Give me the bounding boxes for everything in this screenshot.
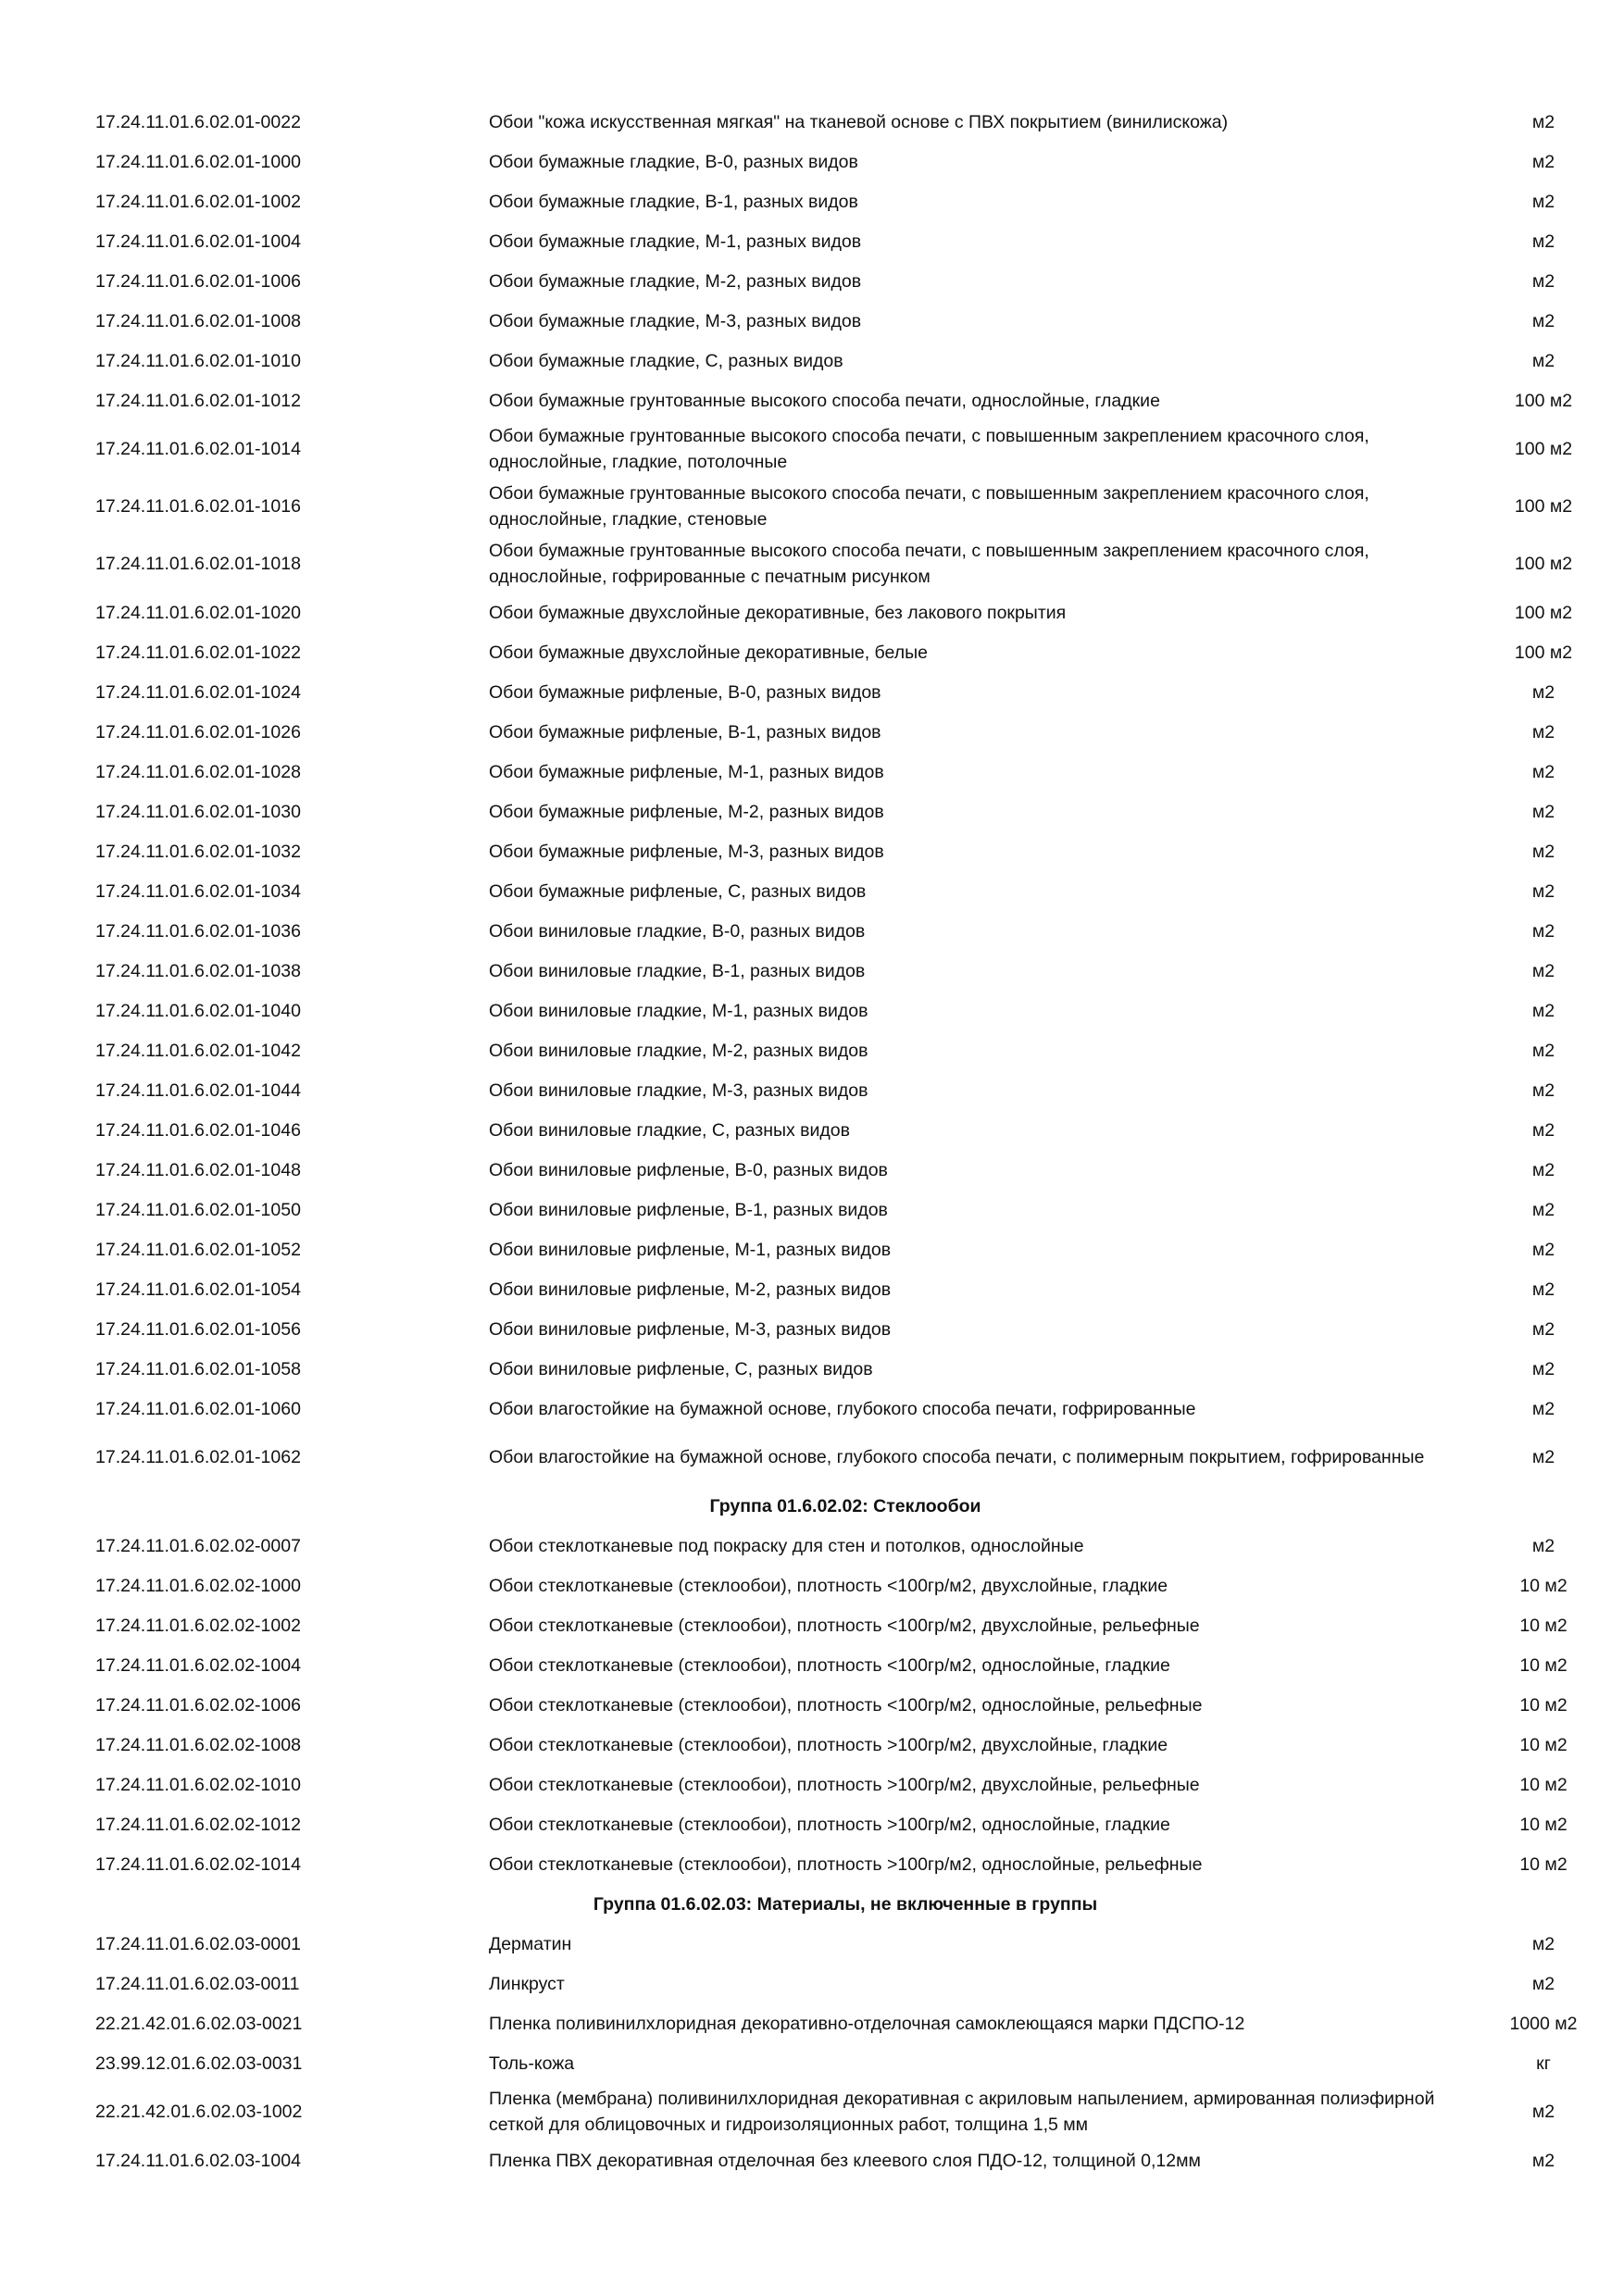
resource-name: Обои виниловые рифленые, М-2, разных видов (489, 1279, 892, 1300)
table-row (95, 1526, 1595, 1566)
unit-of-measure: м2 (1531, 801, 1555, 822)
resource-name: Обои виниловые гладкие, В-0, разных видов (489, 920, 866, 942)
unit-of-measure: 10 м2 (1519, 1774, 1568, 1795)
table-row (95, 1964, 1595, 2003)
unit-of-measure: м2 (1531, 1318, 1555, 1340)
resource-code: 17.24.11.01.6.02.01-1026 (95, 721, 301, 742)
unit-of-measure: м2 (1531, 1000, 1555, 1021)
resource-code: 17.24.11.01.6.02.01-1048 (95, 1159, 301, 1180)
resource-name: Обои бумажные двухслойные декоративные, белые (489, 642, 928, 663)
resource-code: 17.24.11.01.6.02.01-1054 (95, 1279, 301, 1300)
resource-name: Линкруст (489, 1973, 565, 1994)
table-row (95, 261, 1595, 301)
resource-name: Обои влагостойкие на бумажной основе, глубокого способа печати, гофрированные (489, 1398, 1196, 1419)
table-row (95, 1070, 1595, 1110)
unit-of-measure: 100 м2 (1514, 602, 1573, 623)
unit-of-measure: 100 м2 (1514, 554, 1573, 574)
resource-name: Обои стеклотканевые (стеклообои), плотность >100гр/м2, однослойные, рельефные (489, 1853, 1203, 1875)
table-row (95, 102, 1595, 142)
resource-name: Обои виниловые гладкие, С, разных видов (489, 1119, 850, 1141)
resource-code: 17.24.11.01.6.02.01-1034 (95, 880, 301, 902)
resource-code: 17.24.11.01.6.02.02-1002 (95, 1615, 301, 1636)
resource-name: Обои бумажные гладкие, В-0, разных видов (489, 151, 858, 172)
table-row (95, 951, 1595, 991)
resource-name: Обои виниловые гладкие, М-1, разных видов (489, 1000, 868, 1021)
resource-code: 17.24.11.01.6.02.01-1036 (95, 920, 301, 942)
resource-name: Обои бумажные рифленые, В-0, разных видов (489, 681, 881, 703)
unit-of-measure: м2 (1531, 1279, 1555, 1300)
table-row (95, 1605, 1595, 1645)
resource-name: Обои бумажные грунтованные высокого способа печати, однослойные, гладкие (489, 390, 1160, 411)
unit-of-measure: м2 (1531, 310, 1555, 331)
resource-name: Обои виниловые рифленые, В-0, разных видов (489, 1159, 888, 1180)
unit-of-measure: м2 (1531, 231, 1555, 252)
unit-of-measure: 10 м2 (1519, 1615, 1568, 1636)
unit-of-measure: 10 м2 (1519, 1853, 1568, 1875)
unit-of-measure: 100 м2 (1514, 496, 1573, 517)
table-row (95, 301, 1595, 341)
resource-code: 17.24.11.01.6.02.01-1010 (95, 350, 301, 371)
table-row (95, 181, 1595, 221)
resource-name: Обои стеклотканевые (стеклообои), плотность >100гр/м2, двухслойные, гладкие (489, 1734, 1168, 1755)
resource-code: 17.24.11.01.6.02.01-1012 (95, 390, 301, 411)
resource-code: 17.24.11.01.6.02.01-1062 (95, 1447, 301, 1467)
unit-of-measure: м2 (1531, 151, 1555, 172)
resource-code: 23.99.12.01.6.02.03-0031 (95, 2053, 303, 2074)
table-row (95, 381, 1595, 420)
group-header-row (95, 1884, 1595, 1924)
unit-of-measure: 1000 м2 (1509, 2013, 1578, 2034)
table-row (95, 831, 1595, 871)
resource-code: 17.24.11.01.6.02.01-1024 (95, 681, 301, 703)
resource-name: Обои бумажные двухслойные декоративные, без лакового покрытия (489, 602, 1067, 623)
resource-code: 17.24.11.01.6.02.01-1060 (95, 1398, 301, 1419)
resource-name: Обои стеклотканевые (стеклообои), плотность <100гр/м2, однослойные, рельефные (489, 1694, 1203, 1716)
resource-code: 17.24.11.01.6.02.02-1006 (95, 1694, 301, 1716)
table-row (95, 1765, 1595, 1804)
group-header-row (95, 1486, 1595, 1526)
resource-code: 17.24.11.01.6.02.01-0022 (95, 111, 301, 132)
unit-of-measure: 10 м2 (1519, 1814, 1568, 1835)
resource-code: 17.24.11.01.6.02.02-1010 (95, 1774, 301, 1795)
resource-code: 17.24.11.01.6.02.01-1046 (95, 1119, 301, 1141)
resource-name: Обои стеклотканевые (стеклообои), плотность >100гр/м2, двухслойные, рельефные (489, 1774, 1200, 1795)
table-row (95, 341, 1595, 381)
resource-code: 17.24.11.01.6.02.01-1016 (95, 496, 301, 517)
resource-code: 17.24.11.01.6.02.01-1004 (95, 231, 301, 252)
resource-name: Пленка поливинилхлоридная декоративно-отделочная самоклеющаяся марки ПДСПО-12 (489, 2013, 1245, 2034)
resource-code: 17.24.11.01.6.02.01-1008 (95, 310, 301, 331)
unit-of-measure: м2 (1531, 111, 1555, 132)
resource-code: 17.24.11.01.6.02.01-1058 (95, 1358, 301, 1379)
table-row (95, 2083, 1595, 2140)
resource-name: Дерматин (489, 1933, 572, 1954)
resource-code: 17.24.11.01.6.02.01-1056 (95, 1318, 301, 1340)
resource-name: Обои бумажные рифленые, М-1, разных видов (489, 761, 884, 782)
resource-code: 17.24.11.01.6.02.03-0011 (95, 1973, 300, 1994)
resource-name: Обои бумажные рифленые, М-3, разных видов (489, 841, 884, 862)
table-row (95, 420, 1595, 478)
resource-code: 17.24.11.01.6.02.01-1050 (95, 1199, 301, 1220)
table-row (95, 1566, 1595, 1605)
unit-of-measure: 100 м2 (1514, 390, 1573, 411)
unit-of-measure: м2 (1531, 270, 1555, 292)
materials-table (95, 102, 1595, 2180)
unit-of-measure: 100 м2 (1514, 642, 1573, 663)
table-row (95, 478, 1595, 535)
unit-of-measure: м2 (1531, 681, 1555, 703)
resource-code: 17.24.11.01.6.02.01-1028 (95, 761, 301, 782)
table-row (95, 1685, 1595, 1725)
resource-code: 17.24.11.01.6.02.01-1014 (95, 439, 301, 459)
unit-of-measure: м2 (1531, 1159, 1555, 1180)
resource-code: 17.24.11.01.6.02.01-1020 (95, 602, 301, 623)
table-row (95, 1190, 1595, 1229)
resource-code: 17.24.11.01.6.02.03-0001 (95, 1933, 301, 1954)
unit-of-measure: м2 (1531, 721, 1555, 742)
table-row (95, 1309, 1595, 1349)
resource-name: Толь-кожа (489, 2053, 575, 2074)
resource-name: Обои бумажные рифленые, М-2, разных видов (489, 801, 884, 822)
unit-of-measure: м2 (1531, 1239, 1555, 1260)
unit-of-measure: м2 (1531, 1398, 1555, 1419)
resource-code: 17.24.11.01.6.02.01-1044 (95, 1079, 301, 1101)
table-row (95, 1804, 1595, 1844)
unit-of-measure: м2 (1531, 841, 1555, 862)
resource-code: 17.24.11.01.6.02.01-1006 (95, 270, 301, 292)
unit-of-measure: м2 (1531, 1199, 1555, 1220)
table-row (95, 1030, 1595, 1070)
table-row (95, 871, 1595, 911)
table-row (95, 593, 1595, 632)
table-row (95, 142, 1595, 181)
unit-of-measure: м2 (1531, 920, 1555, 942)
table-row (95, 991, 1595, 1030)
table-row (95, 1110, 1595, 1150)
resource-name: Обои бумажные грунтованные высокого способа печати, с повышенным закреплением красочного слоя, однослойные, гофрированные с печатным рисунком (489, 541, 1369, 587)
table-row (95, 672, 1595, 712)
table-row (95, 1645, 1595, 1685)
unit-of-measure: м2 (1531, 761, 1555, 782)
unit-of-measure: кг (1536, 2053, 1551, 2074)
resource-code: 17.24.11.01.6.02.02-0007 (95, 1535, 301, 1556)
table-row (95, 1725, 1595, 1765)
resource-code: 22.21.42.01.6.02.03-0021 (95, 2013, 303, 2034)
table-row (95, 2140, 1595, 2180)
unit-of-measure: 10 м2 (1519, 1575, 1568, 1596)
unit-of-measure: 100 м2 (1514, 439, 1573, 459)
group-title: Группа 01.6.02.02: Стеклообои (709, 1495, 981, 1516)
unit-of-measure: м2 (1531, 960, 1555, 981)
unit-of-measure: м2 (1531, 1535, 1555, 1556)
resource-code: 17.24.11.01.6.02.01-1030 (95, 801, 301, 822)
table-row (95, 1844, 1595, 1884)
resource-code: 17.24.11.01.6.02.02-1012 (95, 1814, 301, 1835)
resource-name: Обои бумажные гладкие, М-1, разных видов (489, 231, 862, 252)
resource-name: Обои стеклотканевые под покраску для стен и потолков, однослойные (489, 1535, 1084, 1556)
resource-name: Обои бумажные грунтованные высокого способа печати, с повышенным закреплением красочного слоя, однослойные, гладкие, стеновые (489, 483, 1369, 530)
resource-name: Обои "кожа искусственная мягкая" на тканевой основе с ПВХ покрытием (винилискожа) (489, 111, 1229, 132)
resource-name: Обои виниловые гладкие, М-2, разных видов (489, 1040, 868, 1061)
resource-code: 17.24.11.01.6.02.01-1032 (95, 841, 301, 862)
resource-code: 17.24.11.01.6.02.02-1000 (95, 1575, 301, 1596)
group-title: Группа 01.6.02.03: Материалы, не включенные в группы (593, 1893, 1098, 1915)
resource-code: 17.24.11.01.6.02.01-1040 (95, 1000, 301, 1021)
resource-name: Обои виниловые гладкие, М-3, разных видов (489, 1079, 868, 1101)
resource-code: 17.24.11.01.6.02.02-1008 (95, 1734, 301, 1755)
table-row (95, 221, 1595, 261)
unit-of-measure: 10 м2 (1519, 1694, 1568, 1716)
resource-name: Обои виниловые рифленые, М-1, разных видов (489, 1239, 892, 1260)
table-row (95, 1349, 1595, 1389)
resource-name: Обои бумажные грунтованные высокого способа печати, с повышенным закреплением красочного слоя, однослойные, гладкие, потолочные (489, 426, 1369, 472)
resource-name: Обои стеклотканевые (стеклообои), плотность <100гр/м2, двухслойные, рельефные (489, 1615, 1200, 1636)
resource-name: Обои бумажные рифленые, В-1, разных видов (489, 721, 881, 742)
resource-code: 17.24.11.01.6.02.01-1042 (95, 1040, 301, 1061)
resource-name: Обои виниловые рифленые, В-1, разных видов (489, 1199, 888, 1220)
resource-code: 17.24.11.01.6.02.01-1018 (95, 554, 301, 574)
unit-of-measure: м2 (1531, 1119, 1555, 1141)
resource-code: 17.24.11.01.6.02.02-1014 (95, 1853, 301, 1875)
unit-of-measure: 10 м2 (1519, 1654, 1568, 1676)
table-row (95, 2003, 1595, 2043)
table-row (95, 1429, 1595, 1486)
resource-name: Обои стеклотканевые (стеклообои), плотность <100гр/м2, однослойные, гладкие (489, 1654, 1170, 1676)
unit-of-measure: м2 (1531, 1079, 1555, 1101)
unit-of-measure: м2 (1531, 191, 1555, 212)
resource-name: Обои виниловые гладкие, В-1, разных видов (489, 960, 866, 981)
table-row (95, 1389, 1595, 1429)
resource-code: 22.21.42.01.6.02.03-1002 (95, 2102, 303, 2122)
resource-name: Пленка (мембрана) поливинилхлоридная декоративная с акриловым напылением, армированная полиэфирной сеткой для облицовочных и гидроизоляционных работ, толщина 1,5 мм (489, 2089, 1435, 2135)
resource-name: Обои стеклотканевые (стеклообои), плотность <100гр/м2, двухслойные, гладкие (489, 1575, 1168, 1596)
resource-name: Обои виниловые рифленые, С, разных видов (489, 1358, 873, 1379)
table-row (95, 1229, 1595, 1269)
unit-of-measure: м2 (1531, 880, 1555, 902)
resource-code: 17.24.11.01.6.02.01-1022 (95, 642, 301, 663)
resource-name: Пленка ПВХ декоративная отделочная без клеевого слоя ПДО-12, толщиной 0,12мм (489, 2150, 1201, 2171)
unit-of-measure: м2 (1531, 350, 1555, 371)
resource-name: Обои бумажные гладкие, С, разных видов (489, 350, 843, 371)
resource-name: Обои бумажные гладкие, В-1, разных видов (489, 191, 858, 212)
resource-name: Обои бумажные гладкие, М-2, разных видов (489, 270, 862, 292)
resource-name: Обои виниловые рифленые, М-3, разных видов (489, 1318, 892, 1340)
resource-code: 17.24.11.01.6.02.01-1002 (95, 191, 301, 212)
resource-code: 17.24.11.01.6.02.01-1038 (95, 960, 301, 981)
resource-name: Обои стеклотканевые (стеклообои), плотность >100гр/м2, однослойные, гладкие (489, 1814, 1170, 1835)
table-row (95, 752, 1595, 792)
table-row (95, 792, 1595, 831)
unit-of-measure: м2 (1531, 1358, 1555, 1379)
unit-of-measure: м2 (1531, 1973, 1555, 1994)
unit-of-measure: м2 (1531, 2150, 1555, 2171)
resource-code: 17.24.11.01.6.02.01-1000 (95, 151, 301, 172)
table-row (95, 1269, 1595, 1309)
unit-of-measure: м2 (1531, 2102, 1555, 2122)
unit-of-measure: м2 (1531, 1040, 1555, 1061)
table-row (95, 712, 1595, 752)
table-row (95, 1924, 1595, 1964)
table-row (95, 911, 1595, 951)
table-row (95, 535, 1595, 593)
resource-name: Обои влагостойкие на бумажной основе, глубокого способа печати, с полимерным покрытием, гофрированные (489, 1447, 1425, 1467)
resource-code: 17.24.11.01.6.02.03-1004 (95, 2150, 301, 2171)
materials-table-body (95, 102, 1595, 2180)
resource-name: Обои бумажные гладкие, М-3, разных видов (489, 310, 862, 331)
unit-of-measure: 10 м2 (1519, 1734, 1568, 1755)
resource-name: Обои бумажные рифленые, С, разных видов (489, 880, 867, 902)
table-row (95, 632, 1595, 672)
unit-of-measure: м2 (1531, 1447, 1555, 1467)
unit-of-measure: м2 (1531, 1933, 1555, 1954)
table-row (95, 1150, 1595, 1190)
resource-code: 17.24.11.01.6.02.02-1004 (95, 1654, 301, 1676)
table-row (95, 2043, 1595, 2083)
resource-code: 17.24.11.01.6.02.01-1052 (95, 1239, 301, 1260)
